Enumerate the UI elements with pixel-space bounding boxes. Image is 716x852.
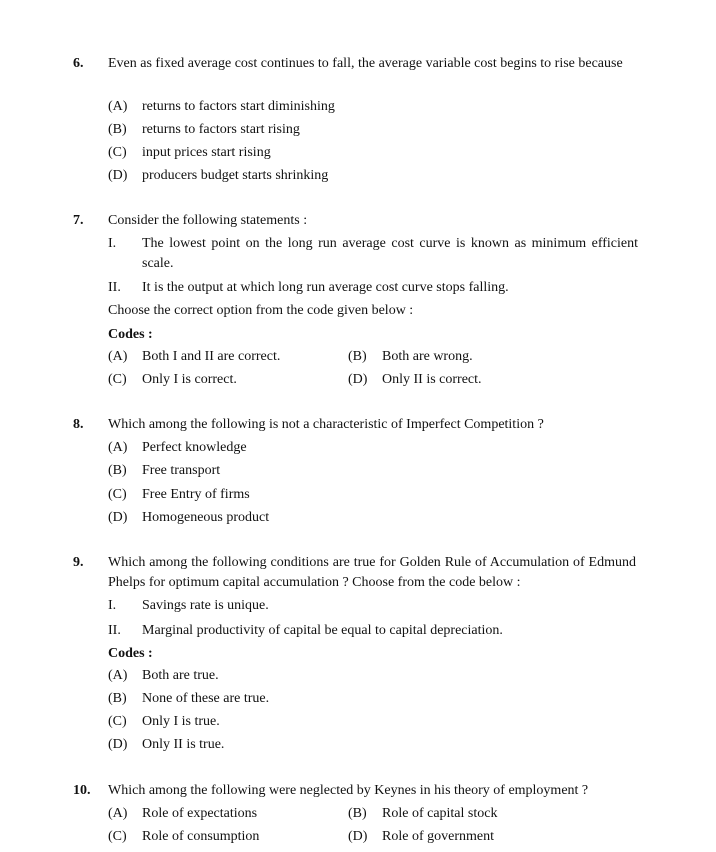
option-text: Free transport — [142, 463, 221, 478]
option-label: (D) — [108, 737, 128, 752]
option-label: (C) — [108, 372, 127, 387]
statement-label: II. — [108, 623, 121, 638]
question-text: Which among the following were neglected by Keynes in his theory of employment ? — [108, 783, 589, 798]
option-label: (D) — [348, 829, 368, 844]
option-a — [108, 438, 247, 458]
codes-label: Codes : — [108, 327, 153, 342]
option-a — [108, 804, 257, 824]
codes-label: Codes : — [108, 646, 153, 661]
option-a — [108, 97, 335, 117]
option-a — [108, 666, 219, 686]
question-text: Consider the following statements : — [108, 213, 308, 228]
option-label: (A) — [108, 440, 128, 455]
option-d — [108, 166, 328, 186]
option-text: Free Entry of firms — [142, 487, 250, 502]
option-text: returns to factors start rising — [142, 122, 300, 137]
statement-label: II. — [108, 280, 121, 295]
option-label: (A) — [108, 806, 128, 821]
option-text: input prices start rising — [142, 145, 271, 160]
option-label: (B) — [108, 122, 127, 137]
option-text: Only I is correct. — [142, 372, 237, 387]
option-text: Both are true. — [142, 668, 219, 683]
option-b — [108, 120, 300, 140]
option-text: Both I and II are correct. — [142, 349, 281, 364]
option-label: (B) — [108, 463, 127, 478]
option-d — [348, 827, 494, 847]
option-label: (D) — [348, 372, 368, 387]
statement-1 — [108, 596, 638, 616]
statement-label: I. — [108, 598, 117, 613]
option-c — [108, 370, 237, 390]
option-label: (B) — [108, 691, 127, 706]
option-b — [348, 804, 497, 824]
statement-text: Marginal productivity of capital be equal to capital depreciation. — [142, 623, 503, 638]
option-text: Homogeneous product — [142, 510, 270, 525]
option-label: (C) — [108, 829, 127, 844]
option-text: Role of expectations — [142, 806, 258, 821]
option-b — [108, 461, 220, 481]
question-number: 7. — [73, 213, 84, 228]
statement-2 — [108, 621, 638, 641]
question-text: Which among the following conditions are true for Golden Rule of Accumulation of Edmund Phelps for optimum capital accumulation ? Choose from the code below : — [108, 555, 636, 590]
option-b — [348, 347, 473, 367]
option-label: (A) — [108, 99, 128, 114]
question-number: 9. — [73, 555, 84, 570]
option-label: (C) — [108, 487, 127, 502]
option-label: (D) — [108, 510, 128, 525]
option-d — [108, 508, 269, 528]
statement-text: The lowest point on the long run average cost curve is known as minimum efficient scale. — [142, 236, 638, 271]
option-label: (A) — [108, 349, 128, 364]
option-label: (A) — [108, 668, 128, 683]
option-label: (B) — [348, 349, 367, 364]
option-text: Role of capital stock — [382, 806, 498, 821]
question-text: Even as fixed average cost continues to fall, the average variable cost begins to rise because — [108, 56, 623, 71]
statement-2 — [108, 278, 638, 298]
instruction-text: Choose the correct option from the code given below : — [108, 303, 414, 318]
option-text: Perfect knowledge — [142, 440, 247, 455]
statement-label: I. — [108, 236, 117, 251]
option-text: Role of consumption — [142, 829, 260, 844]
question-text: Which among the following is not a characteristic of Imperfect Competition ? — [108, 417, 544, 432]
option-b — [108, 689, 269, 709]
statement-text: Savings rate is unique. — [142, 598, 269, 613]
option-label: (B) — [348, 806, 367, 821]
option-c — [108, 712, 220, 732]
question-number: 8. — [73, 417, 84, 432]
option-c — [108, 143, 271, 163]
option-c — [108, 827, 259, 847]
option-label: (D) — [108, 168, 128, 183]
statement-1 — [108, 234, 638, 274]
option-a — [108, 347, 280, 367]
option-label: (C) — [108, 714, 127, 729]
option-label: (C) — [108, 145, 127, 160]
option-c — [108, 485, 250, 505]
option-text: returns to factors start diminishing — [142, 99, 335, 114]
statement-text: It is the output at which long run average cost curve stops falling. — [142, 280, 509, 295]
option-text: Only II is true. — [142, 737, 225, 752]
option-d — [348, 370, 482, 390]
question-number: 6. — [73, 56, 84, 71]
option-text: None of these are true. — [142, 691, 270, 706]
option-text: producers budget starts shrinking — [142, 168, 329, 183]
question-number: 10. — [73, 783, 91, 798]
option-text: Role of government — [382, 829, 494, 844]
option-text: Both are wrong. — [382, 349, 473, 364]
option-d — [108, 735, 224, 755]
option-text: Only II is correct. — [382, 372, 482, 387]
option-text: Only I is true. — [142, 714, 220, 729]
